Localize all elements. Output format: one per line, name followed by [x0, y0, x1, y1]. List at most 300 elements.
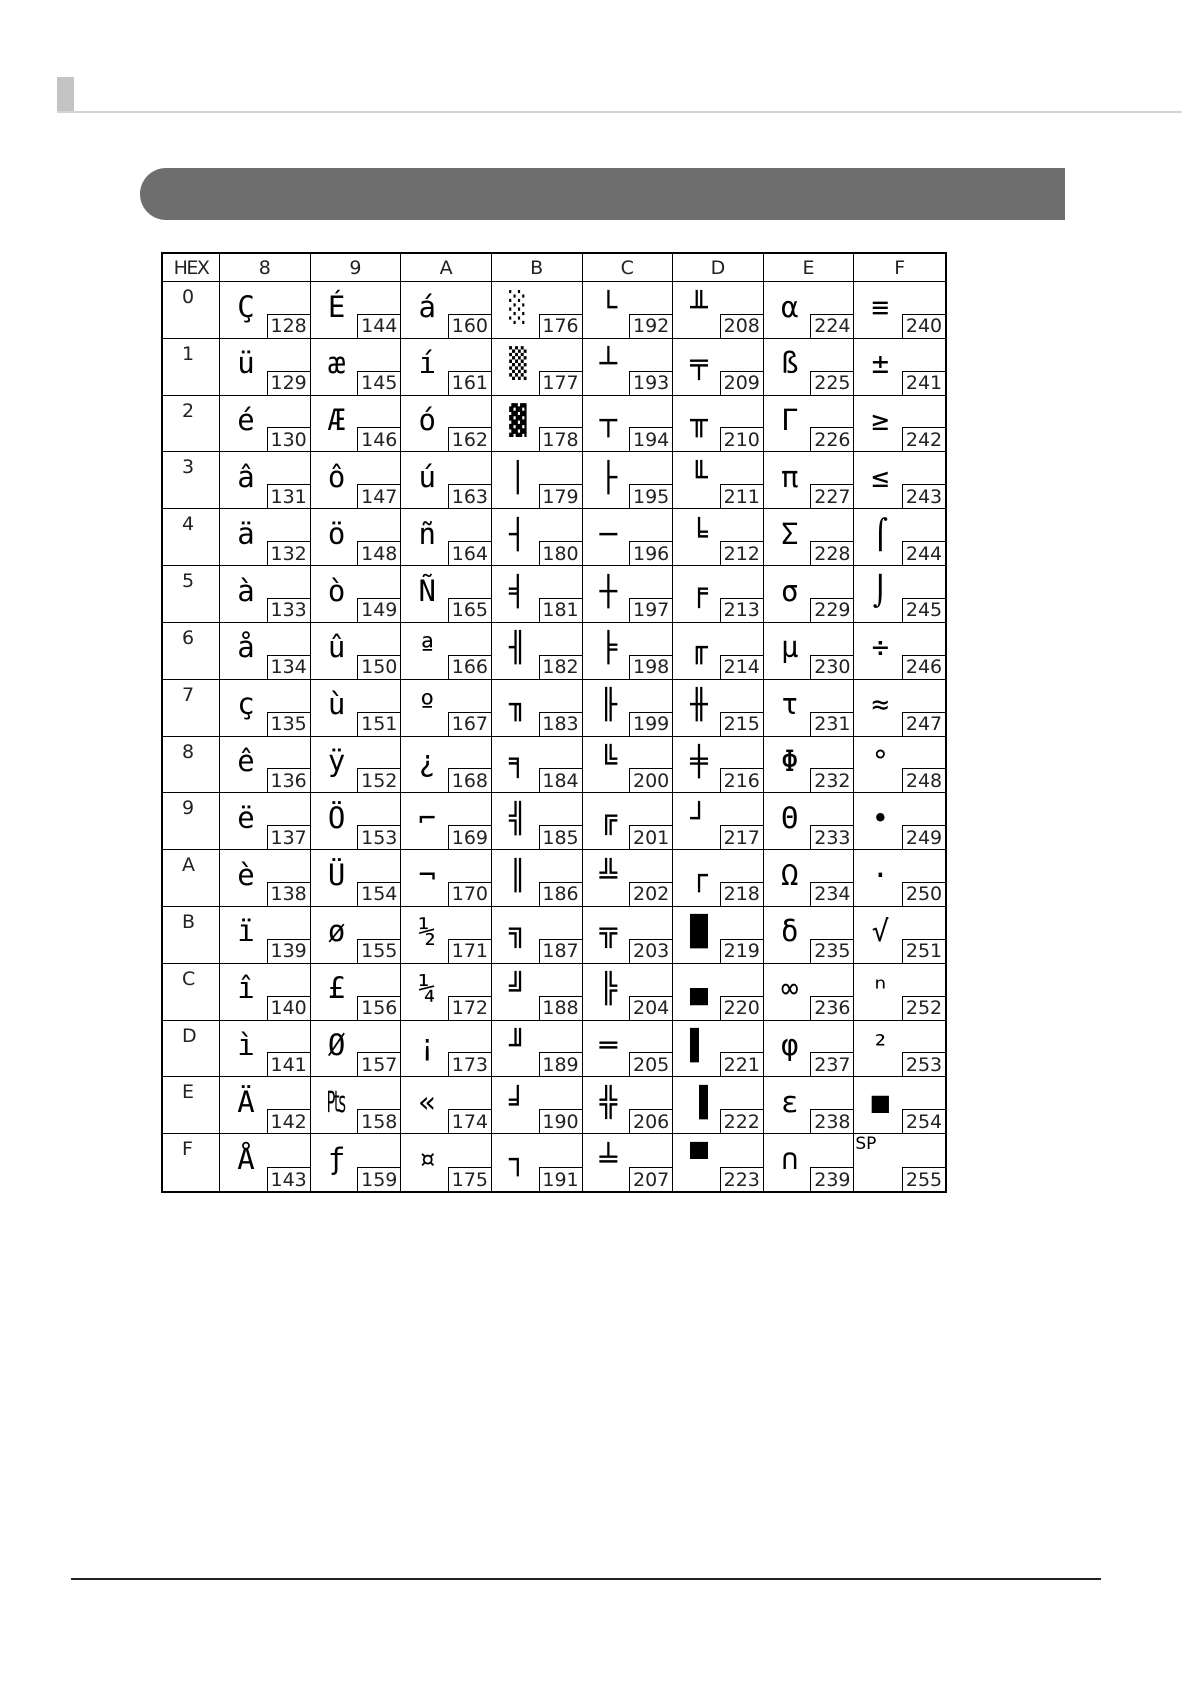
row-header-label: 6	[182, 626, 195, 649]
char-glyph: ┌	[690, 857, 708, 892]
char-glyph: ù	[327, 687, 346, 722]
decimal-code: 132	[267, 541, 311, 566]
char-glyph: Ü	[327, 857, 346, 892]
char-glyph: ┘	[690, 800, 708, 835]
char-glyph: SP	[855, 1134, 877, 1155]
decimal-code: 168	[448, 768, 492, 793]
decimal-code: 243	[902, 484, 946, 509]
char-cell	[854, 850, 945, 907]
decimal-code: 170	[448, 882, 492, 907]
char-cell	[764, 1134, 855, 1191]
char-glyph: ₧	[327, 1084, 346, 1119]
char-glyph: ·	[871, 857, 890, 892]
char-glyph: ö	[327, 516, 346, 551]
decimal-code: 176	[539, 314, 583, 339]
decimal-code: 254	[902, 1109, 946, 1134]
char-cell	[583, 623, 674, 680]
decimal-code: 226	[810, 427, 854, 452]
row-header	[163, 964, 220, 1021]
decimal-code: 155	[357, 939, 401, 964]
char-cell	[854, 623, 945, 680]
row-header-label: B	[182, 910, 196, 933]
decimal-code: 208	[720, 314, 764, 339]
row-header	[163, 623, 220, 680]
char-glyph: ≤	[871, 459, 890, 494]
decimal-code: 130	[267, 427, 311, 452]
decimal-code: 245	[902, 598, 946, 623]
char-glyph: ú	[418, 459, 436, 494]
decimal-code: 169	[448, 825, 492, 850]
char-cell	[220, 964, 311, 1021]
char-cell	[311, 964, 402, 1021]
row-header	[163, 282, 220, 339]
char-glyph: â	[237, 459, 255, 494]
char-glyph: ╞	[599, 630, 618, 665]
char-glyph: ├	[599, 459, 618, 494]
decimal-code: 178	[539, 427, 583, 452]
decimal-code: 224	[810, 314, 854, 339]
hex-corner-label: HEX	[163, 254, 220, 282]
char-glyph: •	[871, 800, 890, 835]
decimal-code: 249	[902, 825, 946, 850]
char-glyph: ≡	[871, 289, 890, 324]
char-glyph: ¬	[418, 857, 436, 892]
char-glyph: ô	[327, 459, 346, 494]
char-glyph: ╬	[599, 1084, 618, 1119]
char-glyph: ⌠	[871, 516, 890, 551]
char-glyph: Σ	[781, 516, 799, 551]
char-cell	[764, 509, 855, 566]
row-header-label: 8	[182, 740, 195, 763]
char-glyph: ╤	[690, 346, 708, 381]
char-cell	[673, 680, 764, 737]
char-cell	[220, 1021, 311, 1078]
char-cell	[764, 793, 855, 850]
char-glyph: Ç	[237, 289, 255, 324]
char-cell	[583, 793, 674, 850]
char-glyph: û	[327, 630, 346, 665]
char-cell	[764, 907, 855, 964]
char-cell	[220, 509, 311, 566]
char-cell	[311, 566, 402, 623]
decimal-code: 240	[902, 314, 946, 339]
decimal-code: 131	[267, 484, 311, 509]
char-glyph: á	[418, 289, 436, 324]
char-glyph: ┼	[599, 573, 618, 608]
char-glyph: ║	[509, 857, 527, 892]
decimal-code: 154	[357, 882, 401, 907]
char-glyph: ╙	[690, 459, 708, 494]
decimal-code: 140	[267, 996, 311, 1021]
char-glyph: É	[327, 289, 346, 324]
decimal-code: 161	[448, 371, 492, 396]
decimal-code: 134	[267, 655, 311, 680]
char-cell	[311, 793, 402, 850]
char-glyph: ⌡	[871, 573, 890, 608]
char-glyph: ¤	[418, 1141, 436, 1176]
char-glyph: ┤	[509, 516, 527, 551]
decimal-code: 141	[267, 1052, 311, 1077]
decimal-code: 181	[539, 598, 583, 623]
char-glyph: ┴	[599, 346, 618, 381]
char-cell	[673, 793, 764, 850]
char-cell	[401, 339, 492, 396]
char-cell	[220, 566, 311, 623]
decimal-code: 248	[902, 768, 946, 793]
row-header-label: A	[182, 854, 195, 877]
row-header	[163, 396, 220, 453]
char-cell	[220, 793, 311, 850]
char-cell	[854, 452, 945, 509]
decimal-code: 231	[810, 712, 854, 737]
char-glyph: ß	[781, 346, 799, 381]
section-title-bar	[140, 168, 1065, 220]
char-cell	[583, 1077, 674, 1134]
char-glyph: Ω	[781, 857, 799, 892]
row-header-label: 4	[182, 513, 195, 536]
char-cell	[492, 737, 583, 794]
decimal-code: 251	[902, 939, 946, 964]
decimal-code: 174	[448, 1109, 492, 1134]
char-cell	[311, 680, 402, 737]
char-cell	[854, 793, 945, 850]
char-cell	[492, 623, 583, 680]
char-cell	[401, 964, 492, 1021]
char-glyph: ╡	[509, 573, 527, 608]
char-glyph: ▓	[509, 403, 527, 438]
char-cell	[492, 793, 583, 850]
column-header: 8	[220, 254, 311, 282]
char-glyph: ç	[237, 687, 255, 722]
decimal-code: 167	[448, 712, 492, 737]
char-glyph: │	[509, 459, 527, 494]
char-glyph: ┐	[509, 1141, 527, 1176]
footer-rule	[71, 1578, 1101, 1580]
decimal-code: 180	[539, 541, 583, 566]
char-glyph: ╝	[509, 971, 527, 1006]
char-glyph: ±	[871, 346, 890, 381]
char-glyph: Φ	[781, 744, 799, 778]
char-cell	[764, 566, 855, 623]
char-glyph: φ	[781, 1028, 799, 1063]
row-header	[163, 1021, 220, 1078]
decimal-code: 219	[720, 939, 764, 964]
char-cell	[673, 1134, 764, 1191]
decimal-code: 247	[902, 712, 946, 737]
decimal-code: 164	[448, 541, 492, 566]
char-glyph: ─	[599, 516, 618, 551]
row-header-label: 0	[182, 286, 195, 308]
char-cell	[854, 737, 945, 794]
char-cell	[583, 509, 674, 566]
char-glyph: ╧	[599, 1141, 618, 1176]
char-cell	[311, 623, 402, 680]
char-glyph: ╥	[690, 403, 708, 438]
char-glyph: ≥	[871, 403, 890, 438]
char-cell	[583, 339, 674, 396]
char-glyph: Ä	[237, 1084, 255, 1119]
char-cell	[401, 452, 492, 509]
char-glyph: Æ	[327, 403, 346, 438]
decimal-code: 222	[720, 1109, 764, 1134]
decimal-code: 207	[629, 1167, 673, 1192]
char-glyph: ┬	[599, 403, 618, 438]
decimal-code: 150	[357, 655, 401, 680]
decimal-code: 197	[629, 598, 673, 623]
char-glyph: √	[871, 914, 890, 949]
char-glyph: ª	[418, 630, 436, 665]
char-glyph: ▄	[690, 971, 708, 1006]
row-header	[163, 1077, 220, 1134]
decimal-code: 183	[539, 712, 583, 737]
char-cell	[583, 1134, 674, 1191]
char-cell	[673, 1077, 764, 1134]
char-glyph: σ	[781, 573, 799, 608]
column-header: C	[583, 254, 674, 282]
char-glyph: ⌐	[418, 800, 436, 835]
char-cell	[673, 339, 764, 396]
decimal-code: 152	[357, 768, 401, 793]
decimal-code: 145	[357, 371, 401, 396]
row-header	[163, 907, 220, 964]
decimal-code: 186	[539, 882, 583, 907]
decimal-code: 195	[629, 484, 673, 509]
decimal-code: 156	[357, 996, 401, 1021]
decimal-code: 216	[720, 768, 764, 793]
char-cell	[401, 566, 492, 623]
char-cell	[764, 282, 855, 339]
char-glyph: ═	[599, 1028, 618, 1063]
decimal-code: 239	[810, 1167, 854, 1192]
char-glyph: ╠	[599, 971, 618, 1006]
char-glyph: å	[237, 630, 255, 665]
char-cell	[492, 282, 583, 339]
char-glyph: ╚	[599, 744, 618, 778]
char-cell	[401, 509, 492, 566]
char-cell	[220, 850, 311, 907]
char-glyph: █	[690, 914, 708, 949]
char-glyph: ╩	[599, 857, 618, 892]
char-glyph: ■	[871, 1084, 890, 1119]
char-glyph: ╦	[599, 914, 618, 949]
char-cell	[220, 680, 311, 737]
char-glyph: î	[237, 971, 255, 1006]
char-cell	[854, 907, 945, 964]
char-cell	[854, 566, 945, 623]
decimal-code: 163	[448, 484, 492, 509]
row-header-label: F	[182, 1138, 193, 1161]
char-glyph: ü	[237, 346, 255, 381]
char-cell	[583, 737, 674, 794]
char-glyph: ²	[871, 1028, 890, 1063]
char-glyph: ¿	[418, 744, 436, 778]
decimal-code: 144	[357, 314, 401, 339]
char-glyph: è	[237, 857, 255, 892]
char-glyph: ƒ	[327, 1141, 346, 1176]
decimal-code: 242	[902, 427, 946, 452]
char-cell	[854, 964, 945, 1021]
char-glyph: £	[327, 971, 346, 1006]
decimal-code: 223	[720, 1167, 764, 1192]
char-glyph: Å	[237, 1141, 255, 1176]
char-cell	[673, 907, 764, 964]
char-cell	[854, 509, 945, 566]
decimal-code: 236	[810, 996, 854, 1021]
decimal-code: 230	[810, 655, 854, 680]
char-cell	[492, 566, 583, 623]
decimal-code: 225	[810, 371, 854, 396]
column-header: E	[764, 254, 855, 282]
char-cell	[764, 850, 855, 907]
decimal-code: 166	[448, 655, 492, 680]
char-glyph: ê	[237, 744, 255, 778]
char-cell	[220, 452, 311, 509]
decimal-code: 244	[902, 541, 946, 566]
char-cell	[492, 850, 583, 907]
char-glyph: Ø	[327, 1028, 346, 1063]
decimal-code: 200	[629, 768, 673, 793]
char-glyph: τ	[781, 687, 799, 722]
decimal-code: 233	[810, 825, 854, 850]
header-rule	[57, 111, 1182, 113]
char-cell	[854, 680, 945, 737]
char-glyph: ╘	[690, 516, 708, 551]
row-header	[163, 850, 220, 907]
char-glyph: ½	[418, 914, 436, 949]
char-glyph: ä	[237, 516, 255, 551]
row-header	[163, 793, 220, 850]
char-cell	[401, 850, 492, 907]
char-glyph: ▀	[690, 1141, 708, 1176]
char-cell	[492, 907, 583, 964]
decimal-code: 187	[539, 939, 583, 964]
char-glyph: æ	[327, 346, 346, 381]
decimal-code: 157	[357, 1052, 401, 1077]
char-glyph: ╕	[509, 744, 527, 778]
char-glyph: ▒	[509, 346, 527, 381]
char-cell	[764, 1077, 855, 1134]
row-header-label: 5	[182, 570, 195, 593]
char-glyph: ▐	[690, 1084, 708, 1119]
char-cell	[673, 282, 764, 339]
char-cell	[220, 339, 311, 396]
decimal-code: 217	[720, 825, 764, 850]
decimal-code: 129	[267, 371, 311, 396]
row-header-label: 7	[182, 683, 195, 706]
char-cell	[673, 452, 764, 509]
row-header	[163, 452, 220, 509]
decimal-code: 228	[810, 541, 854, 566]
char-glyph: ¼	[418, 971, 436, 1006]
decimal-code: 238	[810, 1109, 854, 1134]
column-header: F	[854, 254, 945, 282]
char-glyph: ≈	[871, 687, 890, 722]
char-cell	[764, 1021, 855, 1078]
decimal-code: 229	[810, 598, 854, 623]
char-cell	[492, 1077, 583, 1134]
char-cell	[220, 737, 311, 794]
char-cell	[673, 396, 764, 453]
char-cell	[583, 1021, 674, 1078]
char-cell	[673, 737, 764, 794]
char-glyph: Ö	[327, 800, 346, 835]
column-header: 9	[311, 254, 402, 282]
decimal-code: 210	[720, 427, 764, 452]
char-cell	[764, 623, 855, 680]
char-cell	[492, 509, 583, 566]
char-glyph: ñ	[418, 516, 436, 551]
char-cell	[854, 1021, 945, 1078]
decimal-code: 185	[539, 825, 583, 850]
char-cell	[401, 793, 492, 850]
char-cell	[311, 1021, 402, 1078]
char-cell	[583, 282, 674, 339]
row-header-label: 1	[182, 342, 195, 365]
decimal-code: 214	[720, 655, 764, 680]
char-cell	[854, 1077, 945, 1134]
char-cell	[311, 509, 402, 566]
decimal-code: 205	[629, 1052, 673, 1077]
row-header	[163, 680, 220, 737]
char-cell	[673, 1021, 764, 1078]
decimal-code: 162	[448, 427, 492, 452]
decimal-code: 151	[357, 712, 401, 737]
char-glyph: «	[418, 1084, 436, 1119]
decimal-code: 128	[267, 314, 311, 339]
char-cell	[492, 452, 583, 509]
decimal-code: 173	[448, 1052, 492, 1077]
char-cell	[764, 452, 855, 509]
char-cell	[673, 623, 764, 680]
char-cell	[583, 850, 674, 907]
char-glyph: ÿ	[327, 744, 346, 778]
char-cell	[311, 1077, 402, 1134]
decimal-code: 234	[810, 882, 854, 907]
header-marker-block	[57, 77, 74, 112]
char-glyph: ░	[509, 289, 527, 324]
char-cell	[492, 1134, 583, 1191]
decimal-code: 212	[720, 541, 764, 566]
char-glyph: º	[418, 687, 436, 722]
char-cell	[311, 907, 402, 964]
char-cell	[854, 396, 945, 453]
column-header: A	[401, 254, 492, 282]
char-glyph: ï	[237, 914, 255, 949]
row-header	[163, 737, 220, 794]
char-cell	[492, 396, 583, 453]
char-cell	[764, 396, 855, 453]
char-glyph: α	[781, 289, 799, 324]
char-cell	[583, 907, 674, 964]
char-cell	[583, 452, 674, 509]
char-glyph: é	[237, 403, 255, 438]
char-cell	[492, 680, 583, 737]
row-header	[163, 1134, 220, 1191]
decimal-code: 246	[902, 655, 946, 680]
char-glyph: ╒	[690, 573, 708, 608]
decimal-code: 133	[267, 598, 311, 623]
char-cell	[764, 964, 855, 1021]
char-glyph: ╜	[509, 1028, 527, 1063]
char-cell	[311, 282, 402, 339]
decimal-code: 215	[720, 712, 764, 737]
decimal-code: 237	[810, 1052, 854, 1077]
decimal-code: 165	[448, 598, 492, 623]
row-header	[163, 339, 220, 396]
decimal-code: 159	[357, 1167, 401, 1192]
decimal-code: 232	[810, 768, 854, 793]
char-glyph: ÷	[871, 630, 890, 665]
